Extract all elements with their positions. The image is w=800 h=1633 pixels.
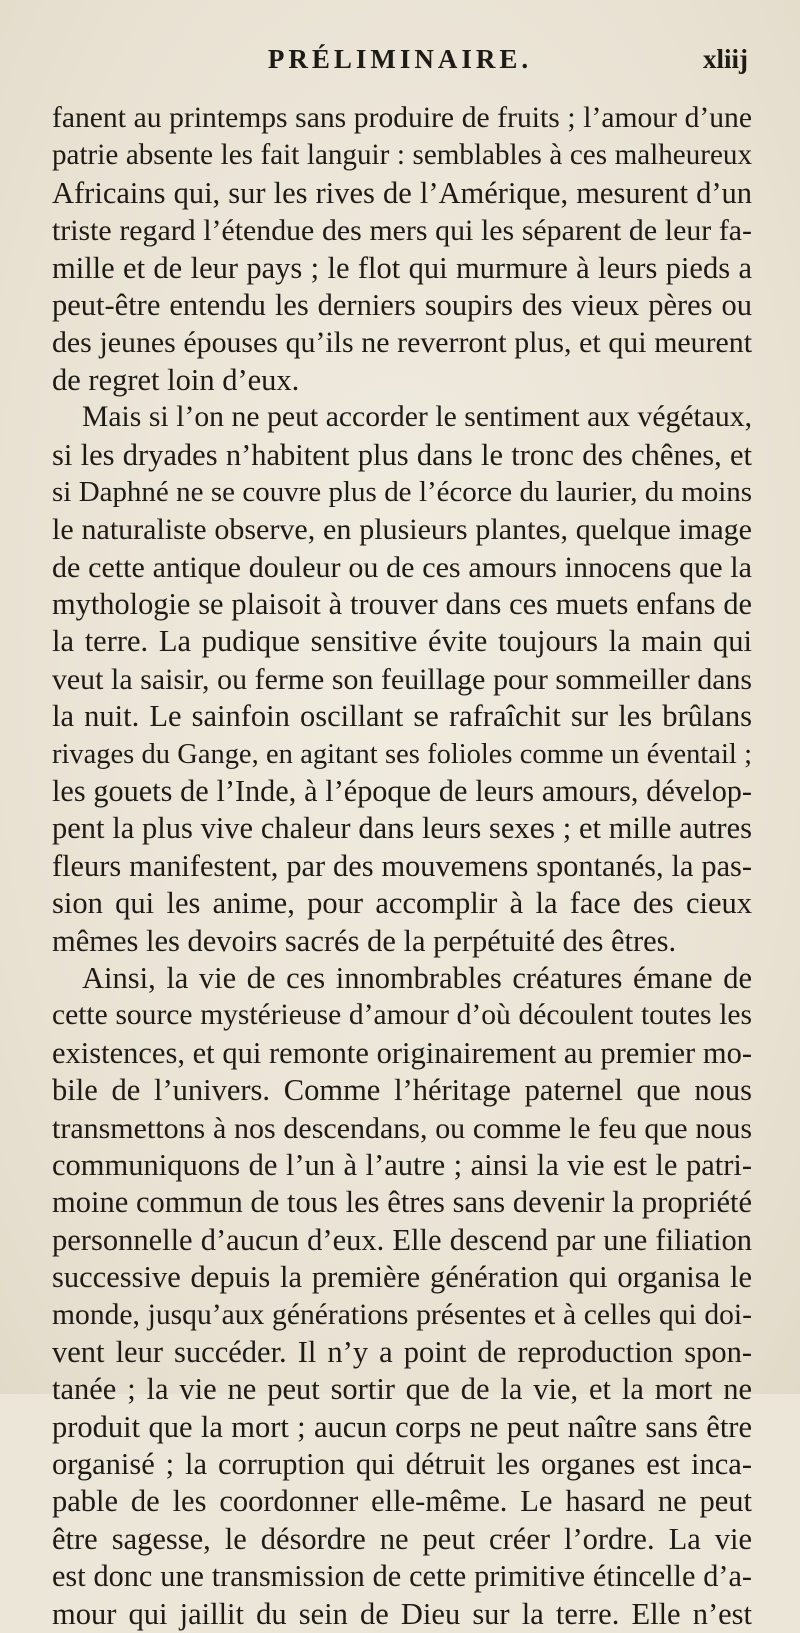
text-line: cette source mystérieuse d’amour d’où découlent toutes les (52, 999, 752, 1032)
text-line: organisé ; la corruption qui détruit les organes est inca- (52, 1447, 752, 1482)
page-number: xliij (703, 44, 748, 74)
text-line: moine commun de tous les êtres sans devenir la propriété (52, 1185, 752, 1220)
body-text (52, 100, 752, 1633)
running-title: PRÉLIMINAIRE. (267, 44, 533, 74)
text-line: si Daphné ne se couvre plus de l’écorce du laurier, du moins (52, 475, 752, 508)
text-line: pable de les coordonner elle-même. Le hasard ne peut (52, 1484, 752, 1519)
text-line: tanée ; la vie ne peut sortir que de la vie, et la mort ne (52, 1372, 752, 1407)
text-line: est donc une transmission de cette primitive étincelle d’a- (52, 1559, 752, 1594)
text-line: Africains qui, sur les rives de l’Amérique, mesurent d’un (52, 175, 752, 210)
text-line: rivages du Gange, en agitant ses folioles comme un éventail ; (52, 738, 752, 770)
text-line: pent la plus vive chaleur dans leurs sexes ; et mille autres (52, 811, 752, 846)
text-line: produit que la mort ; aucun corps ne peut naître sans être (52, 1409, 752, 1444)
text-line: sion qui les anime, pour accomplir à la face des cieux (52, 886, 752, 921)
text-line: être sagesse, le désordre ne peut créer l’ordre. La vie (52, 1521, 752, 1556)
text-line: triste regard l’étendue des mers qui les séparent de leur fa- (52, 214, 752, 248)
text-line: bile de l’univers. Comme l’héritage paternel que nous (52, 1073, 752, 1108)
text-line: fleurs manifestent, par des mouvemens spontanés, la pas- (52, 848, 752, 883)
text-line: veut la saisir, ou ferme son feuillage pour sommeiller dans (52, 662, 752, 696)
text-line: existences, et qui remonte originairement au premier mo- (52, 1035, 752, 1070)
text-line: successive depuis la première génération qui organisa le (52, 1260, 752, 1295)
text-line: si les dryades n’habitent plus dans le tronc des chênes, et (52, 437, 752, 472)
text-line: transmettons à nos descendans, ou comme le feu que nous (52, 1111, 752, 1145)
text-line: Mais si l’on ne peut accorder le sentiment aux végétaux, (82, 401, 752, 434)
text-line: les gouets de l’Inde, à l’époque de leurs amours, dévelop- (52, 774, 752, 809)
text-line: la terre. La pudique sensitive évite toujours la main qui (52, 624, 752, 659)
text-line: monde, jusqu’aux générations présentes et à celles qui doi- (52, 1298, 752, 1331)
text-line: de regret loin d’eux. (52, 362, 300, 397)
text-line: des jeunes épouses qu’ils ne reverront plus, et qui meurent (52, 326, 752, 360)
text-line: mour qui jaillit du sein de Dieu sur la terre. Elle n’est (52, 1596, 752, 1631)
text-line: mêmes les devoirs sacrés de la perpétuité des êtres. (52, 923, 677, 958)
text-line: fanent au printemps sans produire de fruits ; l’amour d’une (52, 102, 752, 134)
text-line: mythologie se plaisoit à trouver dans ces muets enfans de (52, 587, 752, 622)
text-line: communiquons de l’un à l’autre ; ainsi la vie est le patri- (52, 1147, 752, 1182)
text-line: Ainsi, la vie de ces innombrables créatures émane de (82, 960, 752, 995)
text-line: personnelle d’aucun d’eux. Elle descend par une filiation (52, 1222, 752, 1257)
text-line: patrie absente les fait languir : semblables à ces malheureux (52, 139, 752, 172)
running-head (52, 44, 748, 84)
text-line: de cette antique douleur ou de ces amours innocens que la (52, 549, 752, 584)
text-line: mille et de leur pays ; le flot qui murmure à leurs pieds a (52, 250, 752, 285)
text-line: vent leur succéder. Il n’y a point de reproduction spon- (52, 1334, 752, 1369)
text-line: la nuit. Le sainfoin oscillant se rafraîchit sur les brûlans (52, 699, 752, 734)
text-line: peut-être entendu les derniers soupirs des vieux pères ou (52, 287, 752, 322)
text-line: le naturaliste observe, en plusieurs plantes, quelque image (52, 513, 752, 547)
